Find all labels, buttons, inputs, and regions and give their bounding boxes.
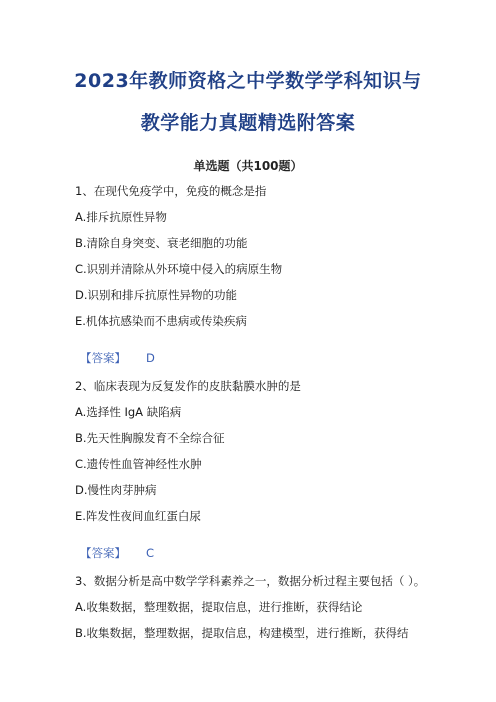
question-1-option-b: B.清除自身突变、衰老细胞的功能 [75,236,248,250]
question-2-option-c: C.遗传性血管神经性水肿 [75,457,202,471]
question-1-option-d: D.识别和排斥抗原性异物的功能 [75,288,238,302]
question-1-option-c: C.识别并清除从外环境中侵入的病原生物 [75,262,283,276]
answer-label: 【答案】 [80,546,126,560]
question-1-answer [80,350,155,366]
answer-label: 【答案】 [80,351,126,365]
question-2-option-e: E.阵发性夜间血红蛋白尿 [75,509,201,523]
question-3-text: 3、数据分析是高中数学学科素养之一，数据分析过程主要包括（ ）。 [75,574,426,588]
document-title-line2: 教学能力真题精选附答案 [140,112,356,134]
question-2-answer [80,545,154,561]
question-2-text: 2、临床表现为反复发作的皮肤黏膜水肿的是 [75,379,301,393]
question-3-option-a: A.收集数据，整理数据，提取信息，进行推断，获得结论 [75,600,363,614]
question-1-option-e: E.机体抗感染而不患病或传染疾病 [75,314,247,328]
answer-value: D [146,351,155,365]
question-3-option-b: B.收集数据，整理数据，提取信息，构建模型，进行推断，获得结 [75,626,409,640]
question-2-option-d: D.慢性肉芽肿病 [75,483,157,497]
question-2-option-b: B.先天性胸腺发育不全综合征 [75,431,225,445]
question-1-text: 1、在现代免疫学中，免疫的概念是指 [75,184,267,198]
section-heading: 单选题（共100题） [193,159,303,173]
question-2-option-a: A.选择性 IgA 缺陷病 [75,405,182,419]
answer-value: C [146,546,155,560]
document-title-line1: 2023年教师资格之中学数学学科知识与 [74,70,422,92]
question-1-option-a: A.排斥抗原性异物 [75,210,167,224]
